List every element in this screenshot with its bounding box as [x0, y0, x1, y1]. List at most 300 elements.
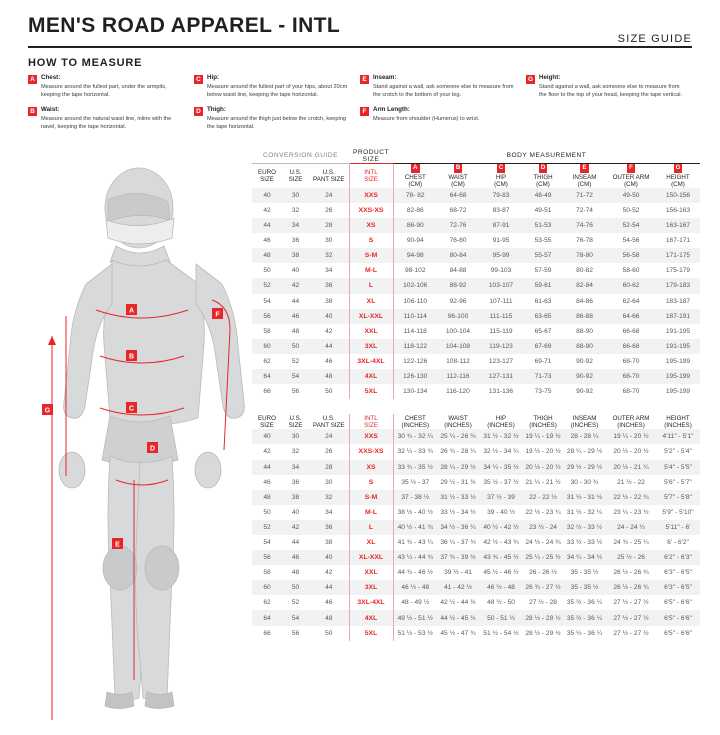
- table-cell: 91-95: [492, 237, 510, 245]
- table-cell: 40: [252, 188, 282, 203]
- table-cell: 32: [309, 248, 349, 263]
- table-cell: 123-127: [488, 357, 514, 365]
- table-cell: 34 ½ - 36 ¼: [437, 520, 479, 535]
- table-cell: XS: [349, 460, 393, 475]
- table-cell: 26 - 26 ½: [529, 569, 557, 577]
- table-cell: 83-87: [492, 206, 510, 214]
- table-cell: 179-183: [656, 278, 700, 293]
- measure-desc-a: Measure around the fullest part, under the armpits, keeping the tape horizontal.: [41, 83, 167, 99]
- table-cell: 33 ½ - 33 ½: [566, 539, 603, 547]
- table-row: [252, 218, 700, 233]
- measure-text-b: [41, 106, 186, 131]
- table-cell: 32 ¼ - 33 ¾: [397, 448, 433, 456]
- table-cell: M-L: [349, 263, 393, 278]
- table-cell: 22 ½ - 22 ¾: [606, 490, 656, 505]
- table-row: [252, 188, 700, 203]
- table-cell: 82-84: [563, 278, 606, 293]
- table-cell: 44: [291, 297, 300, 305]
- table-cell: L: [349, 278, 393, 293]
- measure-name-b: Waist:: [41, 106, 60, 114]
- table-cell: 35 - 35 ½: [563, 580, 606, 595]
- table-cell: XXL: [349, 324, 393, 339]
- table-cell: 48: [291, 327, 300, 335]
- table-row: [252, 475, 700, 490]
- table-cell: 60: [252, 339, 282, 354]
- table-row: [252, 294, 700, 309]
- how-to-measure-list: [28, 74, 692, 138]
- table-cell: 24 ¾ - 25 ¼: [613, 539, 649, 547]
- svg-text:A: A: [128, 307, 135, 315]
- table-cell: 49-50: [606, 188, 656, 203]
- table-cell: 64: [252, 610, 282, 625]
- table-cell: 44 ¾ - 46 ½: [397, 569, 433, 577]
- table-cell: 74-76: [563, 218, 606, 233]
- table-cell: 94-98: [393, 248, 437, 263]
- table-cell: 28 ½ - 28 ½: [523, 610, 563, 625]
- table-row: [252, 263, 700, 278]
- table-cell: 22 ½ - 23 ¼: [525, 508, 561, 516]
- table-cell: 19 ½ - 20 ½: [525, 448, 561, 456]
- table-cell: 5'6" - 5'7": [664, 478, 692, 486]
- col-badge-e: E: [580, 164, 589, 173]
- table-cell: 62-64: [622, 297, 640, 305]
- table-cell: 62: [263, 357, 271, 365]
- table-cell: 72-74: [576, 206, 593, 214]
- table-cell: 38: [282, 248, 309, 263]
- table-row: [252, 490, 700, 505]
- table-cell: 126-130: [393, 369, 437, 384]
- table-cell: 191-195: [665, 327, 691, 335]
- table-cell: 30: [325, 478, 333, 486]
- table-cell: 42: [282, 278, 309, 293]
- table-cell: 44: [252, 218, 282, 233]
- measure-name-e: Inseam:: [373, 74, 397, 81]
- table-cell: 61-63: [534, 297, 552, 305]
- table-cell: 46: [325, 357, 333, 365]
- measure-item: [194, 106, 352, 131]
- measure-desc-c: Measure around the fullest part of your hips, about 20cm below waist line, keeping the tape horizontal.: [207, 83, 348, 99]
- table-cell: 21 ½ - 22: [617, 478, 645, 486]
- svg-text:F: F: [215, 311, 220, 319]
- table-cell: 88-90: [576, 327, 593, 335]
- table-cell: 40: [291, 267, 300, 275]
- table-cell: 58-60: [622, 267, 640, 275]
- measure-column-3: [360, 74, 526, 138]
- table-cell: 4XL: [349, 610, 393, 625]
- table-cell: 116-120: [446, 388, 470, 396]
- table-cell: 49 ½ - 51 ½: [393, 610, 437, 625]
- table-cell: 51-53: [523, 218, 563, 233]
- table-cell: 52: [252, 520, 282, 535]
- table-cell: 22 - 22 ½: [523, 490, 563, 505]
- table-cell: XL: [349, 294, 393, 309]
- table-cell: 30: [282, 188, 309, 203]
- table-cell: 64-68: [437, 188, 479, 203]
- table-cell: 27 ½ - 28: [529, 599, 557, 607]
- table-cell: 43 ¾ - 45 ½: [479, 550, 523, 565]
- table-cell: 50: [263, 508, 271, 516]
- table-row: [252, 384, 700, 399]
- table-row: [252, 565, 700, 580]
- measure-desc-g: Stand against a wall, ask someone else to measure from the floor to the top of your head, keeping the tape vertical.: [539, 83, 683, 99]
- table-cell: XL: [349, 535, 393, 550]
- table-cell: 6'2" - 6'3": [656, 550, 700, 565]
- size-table: [252, 148, 700, 641]
- table-cell: 41 - 42 ½: [437, 580, 479, 595]
- table-row: [252, 354, 700, 369]
- table-cell: 38 ½ - 40 ½: [397, 508, 433, 516]
- group-header-prod: PRODUCT SIZE: [349, 148, 393, 164]
- table-cell: 68-70: [606, 369, 656, 384]
- table-cell: 33 ¾ - 35 ½: [393, 460, 437, 475]
- col-header-us-1: U.S. SIZE: [288, 414, 303, 429]
- table-cell: 66-68: [622, 327, 640, 335]
- table-cell: 24: [309, 188, 349, 203]
- table-cell: 26 ¾ - 28 ¼: [440, 448, 476, 456]
- table-cell: 36 ¼ - 37 ¾: [440, 539, 476, 547]
- header-divider: [28, 46, 692, 48]
- table-cell: 86-88: [563, 309, 606, 324]
- svg-text:E: E: [115, 541, 120, 549]
- table-cell: 40 ½ - 42 ½: [479, 520, 523, 535]
- table-cell: 36: [309, 278, 349, 293]
- table-cell: 40: [252, 429, 282, 444]
- table-cell: 54: [282, 369, 309, 384]
- table-cell: 46 ½ - 48: [479, 580, 523, 595]
- col-header-outerarm-9: OUTER ARM (INCHES): [612, 414, 650, 429]
- table-cell: 4XL: [349, 369, 393, 384]
- table-cell: XXL: [349, 565, 393, 580]
- table-cell: 6' - 6'2": [667, 539, 689, 547]
- col-header-outerarm-9: F OUTER ARM (CM): [612, 165, 650, 188]
- measure-item: [28, 106, 186, 131]
- table-cell: 127-131: [479, 369, 523, 384]
- table-cell: 53-55: [534, 237, 552, 245]
- measure-item: [526, 74, 684, 99]
- table-cell: 167-171: [665, 237, 691, 245]
- table-cell: L: [349, 520, 393, 535]
- measure-column-4: [526, 74, 692, 138]
- table-row: [252, 535, 700, 550]
- table-cell: 34 ¼ - 34 ½: [563, 550, 606, 565]
- table-cell: S-M: [349, 490, 393, 505]
- table-spacer: [252, 399, 700, 414]
- table-cell: 26 ½ - 26 ¾: [606, 580, 656, 595]
- table-cell: 3XL: [349, 580, 393, 595]
- table-cell: 23 ¼ - 23 ½: [613, 508, 649, 516]
- col-header-euro-0: EURO SIZE: [258, 414, 276, 429]
- table-column-header: [252, 414, 700, 429]
- table-cell: 46 ½ - 48: [393, 580, 437, 595]
- table-cell: 56-58: [606, 248, 656, 263]
- measure-badge-c: C: [194, 75, 203, 84]
- table-cell: 76-78: [576, 237, 593, 245]
- measure-item: [360, 106, 518, 123]
- table-cell: 5'9" - 5'10": [662, 508, 694, 516]
- table-cell: 24: [309, 429, 349, 444]
- table-cell: 30: [325, 237, 333, 245]
- table-cell: 99-103: [490, 267, 512, 275]
- table-cell: 36: [291, 237, 300, 245]
- table-cell: 52: [291, 599, 300, 607]
- measure-text-g: [539, 74, 684, 99]
- table-cell: 42: [325, 569, 333, 577]
- table-cell: 58: [263, 569, 271, 577]
- col-header-inseam-8: E INSEAM (CM): [572, 165, 597, 188]
- col-header-height-10: G HEIGHT (CM): [666, 165, 690, 188]
- table-cell: 25 ¼ - 25 ½: [523, 550, 563, 565]
- table-cell: 55-57: [523, 248, 563, 263]
- table-cell: 171-175: [656, 248, 700, 263]
- measure-badge-e: E: [360, 75, 369, 84]
- table-cell: XXS: [349, 429, 393, 444]
- table-cell: 66: [263, 388, 271, 396]
- table-cell: 51 ½ - 53 ½: [397, 629, 433, 637]
- table-cell: 39 - 40 ½: [487, 508, 515, 516]
- table-cell: 37 - 38 ½: [393, 490, 437, 505]
- measure-desc-f: Measure from shoulder (Humerus) to wrist.: [373, 116, 480, 123]
- table-cell: 54: [263, 297, 271, 305]
- measure-badge-b: B: [28, 107, 37, 116]
- table-cell: 34: [282, 460, 309, 475]
- table-cell: 3XL-4XL: [349, 595, 393, 610]
- table-cell: 5'11" - 6': [656, 520, 700, 535]
- table-cell: 51 ½ - 54 ½: [483, 629, 519, 637]
- table-cell: 84-86: [576, 297, 593, 305]
- table-cell: 44: [309, 339, 349, 354]
- table-cell: 71-72: [563, 188, 606, 203]
- table-cell: 100-104: [445, 327, 471, 335]
- table-row: [252, 324, 700, 339]
- table-cell: 36: [291, 478, 300, 486]
- table-cell: 28 - 28 ¼: [563, 429, 606, 444]
- table-cell: 54-56: [622, 237, 640, 245]
- table-cell: 49-51: [534, 206, 552, 214]
- table-cell: 56: [291, 388, 300, 396]
- table-row: [252, 309, 700, 324]
- table-cell: 56: [252, 309, 282, 324]
- measure-text-a: [41, 74, 186, 99]
- table-cell: 163-167: [656, 218, 700, 233]
- table-cell: 35 ½ - 37: [401, 478, 430, 486]
- col-header-hip-6: C HIP (CM): [494, 165, 508, 188]
- table-cell: 37 ¾ - 39 ½: [437, 550, 479, 565]
- table-cell: 48 - 49 ½: [401, 599, 430, 607]
- measure-column-1: [28, 74, 194, 138]
- table-cell: 50 - 51 ½: [479, 610, 523, 625]
- table-cell: 88-90: [563, 339, 606, 354]
- table-cell: 19 ¼ - 20 ½: [606, 429, 656, 444]
- col-header-us-2: U.S. PANT SIZE: [313, 168, 345, 183]
- table-cell: 78- 82: [393, 188, 437, 203]
- measure-badge-f: F: [360, 107, 369, 116]
- table-cell: 42 ½ - 44 ½: [440, 599, 476, 607]
- col-badge-d: D: [539, 164, 548, 173]
- table-cell: 34: [282, 218, 309, 233]
- table-cell: 33 ½ - 34 ½: [440, 508, 476, 516]
- table-cell: 27 ½ - 27 ½: [613, 629, 649, 637]
- table-cell: 131-136: [488, 388, 514, 396]
- table-cell: 78-80: [563, 248, 606, 263]
- table-cell: 45 ½ - 47 ¾: [440, 629, 476, 637]
- table-cell: 3XL-4XL: [349, 354, 393, 369]
- measure-item: [194, 74, 352, 99]
- table-cell: 40: [291, 508, 300, 516]
- col-header-us-1: U.S. SIZE: [288, 168, 303, 183]
- table-cell: 79-83: [479, 188, 523, 203]
- size-guide-label: SIZE GUIDE: [617, 33, 692, 45]
- table-cell: 43 ¼ - 44 ¾: [393, 550, 437, 565]
- col-header-us-2: U.S. PANT SIZE: [313, 414, 345, 429]
- measure-badge-g: G: [527, 76, 534, 83]
- table-cell: 90-94: [406, 237, 424, 245]
- col-header-euro-0: EURO SIZE: [258, 168, 276, 183]
- table-cell: 187-191: [656, 309, 700, 324]
- table-cell: 76-80: [449, 237, 467, 245]
- measure-name-g: Height:: [539, 74, 561, 81]
- table-cell: 32: [291, 206, 300, 214]
- table-cell: 35 ½ - 36 ¼: [563, 610, 606, 625]
- table-cell: 59-61: [523, 278, 563, 293]
- table-cell: 46: [282, 550, 309, 565]
- table-cell: 40: [309, 550, 349, 565]
- table-cell: 52: [252, 278, 282, 293]
- measure-item: [360, 74, 518, 99]
- table-cell: 34: [325, 508, 333, 516]
- table-cell: 26 ½ - 26 ¾: [613, 569, 649, 577]
- table-cell: 66-68: [606, 339, 656, 354]
- table-cell: 48-49: [523, 188, 563, 203]
- how-to-measure-title: HOW TO MEASURE: [28, 57, 143, 69]
- table-cell: 6'5" - 6'6": [664, 629, 692, 637]
- table-cell: S: [349, 233, 393, 248]
- table-row: [252, 520, 700, 535]
- table-cell: 48: [309, 369, 349, 384]
- page-title: MEN'S ROAD APPAREL - INTL: [28, 14, 341, 37]
- table-cell: S: [349, 475, 393, 490]
- table-cell: 25 ¼ - 26 ¾: [437, 429, 479, 444]
- table-row: [252, 369, 700, 384]
- table-cell: 28 ¼ - 29 ½: [566, 448, 603, 456]
- table-cell: 19 ¼ - 19 ½: [523, 429, 563, 444]
- measure-badge-d: D: [194, 107, 203, 116]
- col-header-height-10: HEIGHT (INCHES): [664, 414, 692, 429]
- col-badge-g: G: [675, 165, 681, 172]
- table-cell: 48: [291, 569, 300, 577]
- size-table-wrap: [252, 148, 700, 641]
- table-cell: 20 ½ - 20 ½: [613, 448, 649, 456]
- table-cell: 156-163: [665, 206, 691, 214]
- table-cell: 39 ½ - 41: [444, 569, 472, 577]
- table-cell: 48: [252, 248, 282, 263]
- measure-name-c: Hip:: [207, 74, 220, 81]
- col-header-thigh-7: D THIGH (CM): [533, 165, 553, 188]
- table-cell: 90-92: [576, 357, 593, 365]
- table-cell: 3XL: [349, 339, 393, 354]
- table-cell: 48 ½ - 50: [487, 599, 515, 607]
- table-cell: 114-118: [403, 327, 427, 335]
- table-cell: 42: [325, 327, 333, 335]
- table-cell: 57-59: [534, 267, 552, 275]
- table-cell: 96-100: [437, 309, 479, 324]
- table-cell: 107-111: [489, 297, 513, 305]
- table-cell: 66: [263, 629, 271, 637]
- table-cell: 40 ½ - 41 ¾: [393, 520, 437, 535]
- table-cell: 35 ½ - 36 ¼: [566, 599, 603, 607]
- table-cell: 38: [282, 490, 309, 505]
- table-row: [252, 233, 700, 248]
- measure-text-d: [207, 106, 352, 131]
- table-cell: 29 ½ - 31 ½: [440, 478, 476, 486]
- table-cell: 32: [309, 490, 349, 505]
- table-cell: 32 ½ - 33 ½: [563, 520, 606, 535]
- table-cell: 26: [325, 448, 333, 456]
- table-cell: 46: [263, 478, 271, 486]
- table-row: [252, 595, 700, 610]
- table-cell: 195-199: [665, 357, 691, 365]
- col-header-chest-4: A CHEST (CM): [404, 165, 426, 188]
- table-cell: 67-69: [523, 339, 563, 354]
- measure-desc-b: Measure around the natural waist line, inline with the navel, keeping the tape horizontal.: [41, 116, 172, 131]
- table-cell: 31 ½ - 31 ½: [563, 490, 606, 505]
- table-cell: 98-102: [404, 267, 426, 275]
- table-cell: S-M: [349, 248, 393, 263]
- table-cell: 150-156: [656, 188, 700, 203]
- table-cell: 86-90: [393, 218, 437, 233]
- col-header-waist-5: B WAIST (CM): [448, 165, 468, 188]
- measure-desc-e: Stand against a wall, ask someone else to measure from the crotch to the bottom of your leg.: [373, 83, 514, 99]
- table-cell: 119-123: [479, 339, 523, 354]
- table-cell: XXS-XS: [349, 203, 393, 218]
- table-cell: 23 ½ - 24: [523, 520, 563, 535]
- measure-column-2: [194, 74, 360, 138]
- table-cell: 28: [309, 218, 349, 233]
- table-cell: 56: [291, 629, 300, 637]
- table-row: [252, 339, 700, 354]
- table-cell: 50: [325, 388, 333, 396]
- measure-badge-a: A: [28, 75, 37, 84]
- table-cell: 31 ½ - 32 ½: [479, 429, 523, 444]
- table-cell: 80-84: [437, 248, 479, 263]
- table-cell: 48: [252, 490, 282, 505]
- table-cell: 24 - 24 ½: [606, 520, 656, 535]
- table-cell: 90-92: [563, 369, 606, 384]
- table-cell: 68-70: [622, 388, 640, 396]
- table-cell: 50-52: [622, 206, 640, 214]
- table-cell: 27 ½ - 27 ½: [613, 599, 649, 607]
- table-cell: 30: [282, 429, 309, 444]
- table-row: [252, 550, 700, 565]
- table-cell: 65-67: [534, 327, 552, 335]
- svg-text:D: D: [149, 445, 156, 453]
- table-cell: 32 ½ - 34 ¼: [483, 448, 519, 456]
- table-cell: 60: [252, 580, 282, 595]
- table-cell: 108-112: [446, 357, 470, 365]
- measure-name-a: Chest:: [41, 74, 61, 81]
- table-cell: 64-66: [606, 309, 656, 324]
- table-cell: 40: [309, 309, 349, 324]
- table-cell: 175-179: [665, 267, 691, 275]
- table-cell: 50: [282, 580, 309, 595]
- table-cell: 44: [309, 580, 349, 595]
- table-cell: 46: [325, 599, 333, 607]
- measure-item: [28, 74, 186, 99]
- table-cell: 111-115: [479, 309, 523, 324]
- table-cell: M-L: [349, 505, 393, 520]
- table-cell: 35 ½ - 37 ½: [483, 478, 519, 486]
- table-cell: 31 ½ - 32 ¼: [566, 508, 603, 516]
- table-cell: 28 ½ - 29 ½: [525, 629, 561, 637]
